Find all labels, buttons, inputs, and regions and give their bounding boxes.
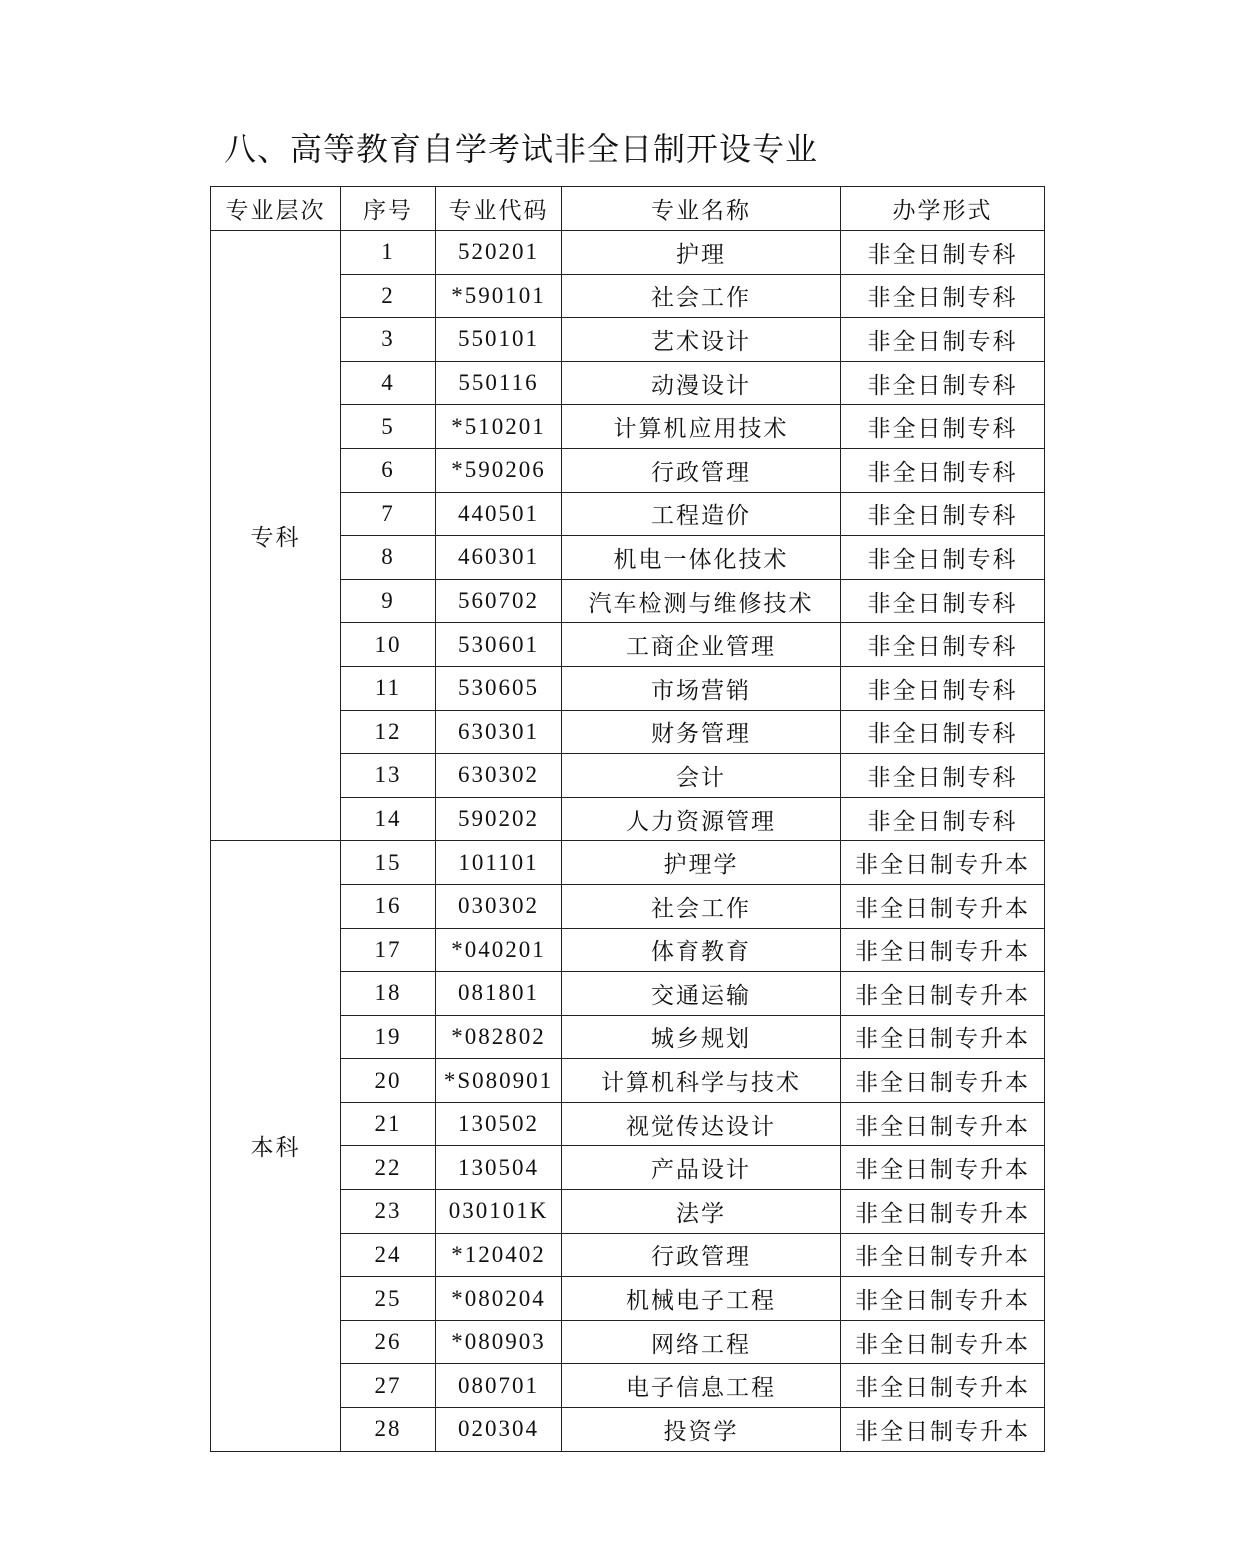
- header-seq: 序号: [341, 187, 436, 231]
- code-cell: 590202: [436, 797, 562, 841]
- name-cell: 视觉传达设计: [562, 1102, 841, 1146]
- form-cell: 非全日制专升本: [841, 972, 1045, 1016]
- name-cell: 护理学: [562, 841, 841, 885]
- form-cell: 非全日制专升本: [841, 1277, 1045, 1321]
- seq-cell: 8: [341, 536, 436, 580]
- seq-cell: 11: [341, 666, 436, 710]
- seq-cell: 2: [341, 274, 436, 318]
- seq-cell: 15: [341, 841, 436, 885]
- form-cell: 非全日制专科: [841, 231, 1045, 275]
- form-cell: 非全日制专升本: [841, 1320, 1045, 1364]
- code-cell: *590101: [436, 274, 562, 318]
- form-cell: 非全日制专升本: [841, 1102, 1045, 1146]
- name-cell: 电子信息工程: [562, 1364, 841, 1408]
- code-cell: *040201: [436, 928, 562, 972]
- seq-cell: 3: [341, 318, 436, 362]
- header-code: 专业代码: [436, 187, 562, 231]
- form-cell: 非全日制专升本: [841, 1190, 1045, 1234]
- seq-cell: 17: [341, 928, 436, 972]
- name-cell: 投资学: [562, 1408, 841, 1452]
- form-cell: 非全日制专升本: [841, 1364, 1045, 1408]
- form-cell: 非全日制专科: [841, 754, 1045, 798]
- code-cell: 630301: [436, 710, 562, 754]
- form-cell: 非全日制专科: [841, 318, 1045, 362]
- code-cell: *080903: [436, 1320, 562, 1364]
- seq-cell: 14: [341, 797, 436, 841]
- code-cell: 030101K: [436, 1190, 562, 1234]
- seq-cell: 4: [341, 361, 436, 405]
- seq-cell: 9: [341, 579, 436, 623]
- form-cell: 非全日制专升本: [841, 1408, 1045, 1452]
- form-cell: 非全日制专升本: [841, 1146, 1045, 1190]
- form-cell: 非全日制专升本: [841, 1015, 1045, 1059]
- seq-cell: 16: [341, 884, 436, 928]
- code-cell: 440501: [436, 492, 562, 536]
- table-body: [211, 231, 1045, 1452]
- header-form: 办学形式: [841, 187, 1045, 231]
- code-cell: 130504: [436, 1146, 562, 1190]
- form-cell: 非全日制专科: [841, 274, 1045, 318]
- name-cell: 汽车检测与维修技术: [562, 579, 841, 623]
- table-row: [211, 841, 1045, 885]
- code-cell: 081801: [436, 972, 562, 1016]
- seq-cell: 6: [341, 448, 436, 492]
- page-title: 八、高等教育自学考试非全日制开设专业: [224, 130, 819, 168]
- name-cell: 体育教育: [562, 928, 841, 972]
- code-cell: 520201: [436, 231, 562, 275]
- level-cell: 专科: [211, 231, 341, 841]
- name-cell: 市场营销: [562, 666, 841, 710]
- form-cell: 非全日制专升本: [841, 841, 1045, 885]
- form-cell: 非全日制专科: [841, 448, 1045, 492]
- name-cell: 城乡规划: [562, 1015, 841, 1059]
- header-level: 专业层次: [211, 187, 341, 231]
- code-cell: 560702: [436, 579, 562, 623]
- name-cell: 社会工作: [562, 884, 841, 928]
- name-cell: 机械电子工程: [562, 1277, 841, 1321]
- code-cell: 530605: [436, 666, 562, 710]
- seq-cell: 10: [341, 623, 436, 667]
- name-cell: 行政管理: [562, 448, 841, 492]
- name-cell: 会计: [562, 754, 841, 798]
- seq-cell: 5: [341, 405, 436, 449]
- code-cell: *510201: [436, 405, 562, 449]
- code-cell: 550116: [436, 361, 562, 405]
- form-cell: 非全日制专升本: [841, 1059, 1045, 1103]
- code-cell: 630302: [436, 754, 562, 798]
- form-cell: 非全日制专科: [841, 710, 1045, 754]
- seq-cell: 26: [341, 1320, 436, 1364]
- seq-cell: 13: [341, 754, 436, 798]
- name-cell: 动漫设计: [562, 361, 841, 405]
- form-cell: 非全日制专科: [841, 536, 1045, 580]
- code-cell: *080204: [436, 1277, 562, 1321]
- code-cell: 550101: [436, 318, 562, 362]
- name-cell: 工商企业管理: [562, 623, 841, 667]
- level-cell: 本科: [211, 841, 341, 1451]
- form-cell: 非全日制专科: [841, 361, 1045, 405]
- form-cell: 非全日制专升本: [841, 884, 1045, 928]
- code-cell: *082802: [436, 1015, 562, 1059]
- seq-cell: 27: [341, 1364, 436, 1408]
- seq-cell: 12: [341, 710, 436, 754]
- name-cell: 计算机应用技术: [562, 405, 841, 449]
- majors-table: [210, 186, 1045, 1452]
- name-cell: 法学: [562, 1190, 841, 1234]
- form-cell: 非全日制专升本: [841, 928, 1045, 972]
- code-cell: 020304: [436, 1408, 562, 1452]
- code-cell: 130502: [436, 1102, 562, 1146]
- code-cell: 101101: [436, 841, 562, 885]
- name-cell: 产品设计: [562, 1146, 841, 1190]
- seq-cell: 20: [341, 1059, 436, 1103]
- name-cell: 护理: [562, 231, 841, 275]
- name-cell: 网络工程: [562, 1320, 841, 1364]
- name-cell: 交通运输: [562, 972, 841, 1016]
- form-cell: 非全日制专科: [841, 666, 1045, 710]
- seq-cell: 22: [341, 1146, 436, 1190]
- seq-cell: 25: [341, 1277, 436, 1321]
- code-cell: *S080901: [436, 1059, 562, 1103]
- code-cell: 530601: [436, 623, 562, 667]
- code-cell: 030302: [436, 884, 562, 928]
- code-cell: 080701: [436, 1364, 562, 1408]
- seq-cell: 18: [341, 972, 436, 1016]
- table-row: [211, 231, 1045, 275]
- seq-cell: 19: [341, 1015, 436, 1059]
- name-cell: 艺术设计: [562, 318, 841, 362]
- seq-cell: 21: [341, 1102, 436, 1146]
- name-cell: 工程造价: [562, 492, 841, 536]
- seq-cell: 23: [341, 1190, 436, 1234]
- name-cell: 行政管理: [562, 1233, 841, 1277]
- seq-cell: 7: [341, 492, 436, 536]
- form-cell: 非全日制专科: [841, 797, 1045, 841]
- seq-cell: 28: [341, 1408, 436, 1452]
- name-cell: 计算机科学与技术: [562, 1059, 841, 1103]
- code-cell: *120402: [436, 1233, 562, 1277]
- seq-cell: 24: [341, 1233, 436, 1277]
- code-cell: 460301: [436, 536, 562, 580]
- header-row: [211, 187, 1045, 231]
- name-cell: 社会工作: [562, 274, 841, 318]
- form-cell: 非全日制专科: [841, 405, 1045, 449]
- name-cell: 人力资源管理: [562, 797, 841, 841]
- form-cell: 非全日制专科: [841, 579, 1045, 623]
- code-cell: *590206: [436, 448, 562, 492]
- name-cell: 机电一体化技术: [562, 536, 841, 580]
- name-cell: 财务管理: [562, 710, 841, 754]
- form-cell: 非全日制专科: [841, 492, 1045, 536]
- form-cell: 非全日制专升本: [841, 1233, 1045, 1277]
- seq-cell: 1: [341, 231, 436, 275]
- form-cell: 非全日制专科: [841, 623, 1045, 667]
- header-name: 专业名称: [562, 187, 841, 231]
